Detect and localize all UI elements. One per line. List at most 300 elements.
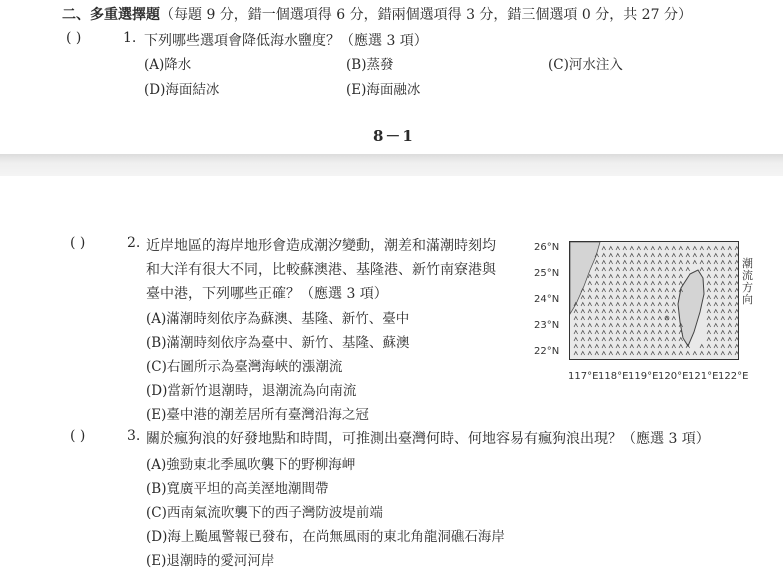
- current-arrow: [658, 261, 662, 265]
- current-arrow: [602, 310, 606, 314]
- lon-label: 117°E: [568, 371, 599, 382]
- current-arrow: [658, 324, 662, 328]
- current-arrow: [679, 254, 683, 258]
- current-arrow: [686, 261, 690, 265]
- current-arrow: [595, 261, 599, 265]
- current-arrow: [672, 352, 676, 356]
- current-arrow: [637, 268, 641, 272]
- current-arrow: [658, 254, 662, 258]
- current-arrow: [588, 296, 592, 300]
- q3-option-e[interactable]: (E)退潮時的愛河河岸: [146, 553, 275, 569]
- current-arrow: [707, 247, 711, 251]
- current-arrow: [693, 247, 697, 251]
- current-arrow: [602, 352, 606, 356]
- current-arrow: [693, 352, 697, 356]
- current-arrow: [707, 289, 711, 293]
- current-arrow: [721, 317, 725, 321]
- lat-label: 24°N: [534, 294, 560, 305]
- current-arrow: [707, 345, 711, 349]
- q1-text: 下列哪些選項會降低海水鹽度？（應選 3 項）: [144, 33, 428, 49]
- current-arrow: [651, 324, 655, 328]
- current-arrow: [637, 310, 641, 314]
- current-arrow: [644, 352, 648, 356]
- current-arrow: [672, 317, 676, 321]
- current-arrow: [595, 296, 599, 300]
- q2-number: 2.: [127, 235, 141, 251]
- current-arrow: [630, 261, 634, 265]
- current-arrow: [602, 324, 606, 328]
- current-arrow: [609, 247, 613, 251]
- lon-label: 122°E: [718, 371, 749, 382]
- current-arrow: [581, 345, 585, 349]
- q3-answer-paren[interactable]: ( ): [70, 428, 86, 444]
- current-arrow: [623, 331, 627, 335]
- current-arrow: [616, 352, 620, 356]
- map-frame: [569, 241, 739, 360]
- current-arrow: [714, 268, 718, 272]
- lon-label: 121°E: [688, 371, 719, 382]
- current-arrow: [588, 338, 592, 342]
- current-arrow: [644, 345, 648, 349]
- current-arrow: [700, 268, 704, 272]
- current-arrow: [595, 282, 599, 286]
- section-heading: 二、多重選擇題: [62, 7, 160, 23]
- current-arrow: [623, 289, 627, 293]
- current-arrow: [630, 324, 634, 328]
- current-arrow: [602, 303, 606, 307]
- current-arrow: [714, 352, 718, 356]
- current-arrow: [623, 268, 627, 272]
- current-arrow: [735, 338, 739, 342]
- current-arrow: [644, 275, 648, 279]
- current-arrow: [728, 331, 732, 335]
- current-arrow: [609, 352, 613, 356]
- current-arrow: [665, 296, 669, 300]
- current-arrow: [665, 275, 669, 279]
- lon-label: 119°E: [628, 371, 659, 382]
- current-arrow: [602, 338, 606, 342]
- current-arrow: [602, 289, 606, 293]
- current-arrow: [616, 261, 620, 265]
- current-arrow: [728, 296, 732, 300]
- current-arrow: [658, 303, 662, 307]
- current-arrow: [735, 282, 739, 286]
- current-arrow: [644, 254, 648, 258]
- current-arrow: [728, 345, 732, 349]
- current-arrow: [581, 317, 585, 321]
- tidal-current-map: [534, 238, 774, 398]
- current-arrow: [609, 324, 613, 328]
- current-arrow: [581, 352, 585, 356]
- map-svg: [570, 242, 739, 360]
- current-arrow: [707, 254, 711, 258]
- current-arrow: [658, 275, 662, 279]
- current-arrow: [672, 247, 676, 251]
- current-arrow: [602, 261, 606, 265]
- current-arrow: [735, 331, 739, 335]
- q3-option-d[interactable]: (D)海上颱風警報已發布，在尚無風雨的東北角龍洞礁石海岸: [146, 529, 505, 545]
- current-arrow: [693, 261, 697, 265]
- current-arrow: [679, 345, 683, 349]
- current-arrow: [672, 261, 676, 265]
- current-arrow: [609, 282, 613, 286]
- current-arrow: [588, 331, 592, 335]
- current-arrow: [672, 324, 676, 328]
- current-arrow: [672, 303, 676, 307]
- current-arrow: [658, 345, 662, 349]
- current-arrow: [595, 289, 599, 293]
- current-arrow: [707, 310, 711, 314]
- current-arrow: [637, 317, 641, 321]
- current-arrow: [581, 303, 585, 307]
- current-arrow: [623, 310, 627, 314]
- current-arrow: [728, 268, 732, 272]
- current-arrow: [735, 289, 739, 293]
- current-arrow: [574, 338, 578, 342]
- current-arrow: [728, 352, 732, 356]
- current-arrow: [707, 261, 711, 265]
- current-arrow: [714, 282, 718, 286]
- current-arrow: [735, 345, 739, 349]
- current-arrow: [602, 296, 606, 300]
- q3-number: 3.: [127, 428, 141, 444]
- current-arrow: [735, 275, 739, 279]
- current-arrow: [707, 338, 711, 342]
- current-arrow: [623, 352, 627, 356]
- current-arrow: [651, 331, 655, 335]
- current-arrow: [574, 324, 578, 328]
- current-arrow: [658, 268, 662, 272]
- current-arrow: [588, 352, 592, 356]
- current-arrow: [735, 247, 739, 251]
- current-arrow: [721, 303, 725, 307]
- q2-option-b[interactable]: (B)滿潮時刻依序為臺中、新竹、基隆、蘇澳: [146, 335, 410, 351]
- current-arrow: [728, 254, 732, 258]
- current-arrow: [651, 275, 655, 279]
- current-arrow: [721, 338, 725, 342]
- page-top: [0, 0, 783, 154]
- current-arrow: [630, 310, 634, 314]
- current-arrow: [665, 261, 669, 265]
- current-arrow: [714, 289, 718, 293]
- current-arrow: [630, 289, 634, 293]
- current-arrow: [672, 282, 676, 286]
- current-arrow: [630, 247, 634, 251]
- current-arrow: [616, 275, 620, 279]
- current-arrow: [630, 296, 634, 300]
- current-arrow: [623, 345, 627, 349]
- current-arrow: [609, 345, 613, 349]
- lon-label: 120°E: [658, 371, 689, 382]
- q2-text-line: 臺中港，下列哪些正確？（應選 3 項）: [146, 286, 388, 302]
- q3-text: 關於瘋狗浪的好發地點和時間，可推測出臺灣何時、何地容易有瘋狗浪出現？（應選 3 項）: [146, 431, 710, 447]
- current-arrow: [672, 331, 676, 335]
- current-arrow: [658, 310, 662, 314]
- current-arrow: [658, 296, 662, 300]
- current-arrow: [588, 317, 592, 321]
- current-arrow: [644, 247, 648, 251]
- current-arrow: [581, 310, 585, 314]
- current-arrow: [721, 352, 725, 356]
- current-arrow: [665, 282, 669, 286]
- current-arrow: [623, 303, 627, 307]
- current-arrow: [679, 268, 683, 272]
- current-arrow: [637, 247, 641, 251]
- current-arrow: [665, 254, 669, 258]
- current-arrow: [595, 345, 599, 349]
- current-arrow: [609, 261, 613, 265]
- current-arrow: [721, 268, 725, 272]
- current-arrow: [707, 275, 711, 279]
- current-arrow: [637, 282, 641, 286]
- q1-answer-paren[interactable]: ( ): [66, 30, 82, 46]
- current-arrow: [609, 289, 613, 293]
- current-arrow: [602, 268, 606, 272]
- current-arrow: [728, 261, 732, 265]
- current-arrow: [588, 282, 592, 286]
- current-arrow: [637, 275, 641, 279]
- q1-option-b[interactable]: (B)蒸發: [346, 57, 394, 73]
- current-arrow: [637, 331, 641, 335]
- current-arrow: [616, 282, 620, 286]
- current-direction-label: 潮流方向: [742, 257, 753, 306]
- current-arrow: [630, 331, 634, 335]
- current-arrow: [651, 345, 655, 349]
- current-arrow: [602, 345, 606, 349]
- current-arrow: [616, 310, 620, 314]
- q1-option-a[interactable]: (A)降水: [144, 57, 192, 73]
- current-arrow: [623, 275, 627, 279]
- q1-option-c[interactable]: (C)河水注入: [548, 57, 623, 73]
- current-arrow: [651, 296, 655, 300]
- q2-option-a[interactable]: (A)滿潮時刻依序為蘇澳、基隆、新竹、臺中: [146, 311, 410, 327]
- current-arrow: [665, 289, 669, 293]
- current-arrow: [707, 352, 711, 356]
- current-arrow: [616, 303, 620, 307]
- current-arrow: [644, 338, 648, 342]
- current-arrow: [700, 261, 704, 265]
- current-arrow: [679, 247, 683, 251]
- current-arrow: [602, 247, 606, 251]
- current-arrow: [623, 261, 627, 265]
- current-arrow: [651, 289, 655, 293]
- current-arrow: [609, 296, 613, 300]
- q2-option-d[interactable]: (D)當新竹退潮時，退潮流為向南流: [146, 383, 357, 399]
- current-arrow: [714, 310, 718, 314]
- current-arrow: [672, 345, 676, 349]
- current-arrow: [665, 324, 669, 328]
- q3-option-a[interactable]: (A)強勁東北季風吹襲下的野柳海岬: [146, 457, 356, 473]
- current-arrow: [637, 324, 641, 328]
- q3-option-c[interactable]: (C)西南氣流吹襲下的西子灣防波堤前端: [146, 505, 383, 521]
- current-arrow: [616, 331, 620, 335]
- current-arrow: [616, 324, 620, 328]
- current-arrow: [728, 338, 732, 342]
- current-arrow: [721, 331, 725, 335]
- current-arrow: [602, 331, 606, 335]
- current-arrow: [721, 289, 725, 293]
- current-arrow: [637, 345, 641, 349]
- current-arrow: [609, 317, 613, 321]
- current-arrow: [721, 296, 725, 300]
- lat-label: 26°N: [534, 242, 560, 253]
- current-arrow: [714, 261, 718, 265]
- q1-option-d[interactable]: (D)海面結冰: [144, 82, 220, 98]
- q2-answer-paren[interactable]: ( ): [70, 235, 86, 251]
- current-arrow: [602, 282, 606, 286]
- current-arrow: [623, 282, 627, 286]
- current-arrow: [637, 338, 641, 342]
- current-arrow: [665, 345, 669, 349]
- current-arrow: [665, 268, 669, 272]
- q2-option-c[interactable]: (C)右圖所示為臺灣海峽的漲潮流: [146, 359, 343, 375]
- current-arrow: [609, 310, 613, 314]
- current-arrow: [735, 254, 739, 258]
- current-arrow: [686, 247, 690, 251]
- lat-label: 25°N: [534, 268, 560, 279]
- current-arrow: [714, 317, 718, 321]
- current-arrow: [714, 254, 718, 258]
- current-arrow: [714, 338, 718, 342]
- current-arrow: [679, 338, 683, 342]
- q2-option-e[interactable]: (E)臺中港的潮差居所有臺灣沿海之冠: [146, 407, 369, 423]
- current-arrow: [651, 254, 655, 258]
- current-arrow: [672, 289, 676, 293]
- current-arrow: [609, 303, 613, 307]
- current-arrow: [672, 310, 676, 314]
- current-arrow: [616, 317, 620, 321]
- current-arrow: [721, 254, 725, 258]
- current-arrow: [651, 268, 655, 272]
- current-arrow: [679, 261, 683, 265]
- current-arrow: [595, 331, 599, 335]
- current-arrow: [707, 317, 711, 321]
- current-arrow: [602, 275, 606, 279]
- current-arrow: [658, 282, 662, 286]
- lat-label: 22°N: [534, 346, 560, 357]
- current-arrow: [616, 254, 620, 258]
- current-arrow: [623, 247, 627, 251]
- current-arrow: [651, 317, 655, 321]
- current-arrow: [658, 338, 662, 342]
- current-arrow: [707, 331, 711, 335]
- current-arrow: [672, 254, 676, 258]
- current-arrow: [630, 303, 634, 307]
- current-arrow: [721, 282, 725, 286]
- current-arrow: [602, 317, 606, 321]
- current-arrow: [595, 317, 599, 321]
- current-arrow: [728, 310, 732, 314]
- current-arrow: [609, 338, 613, 342]
- current-arrow: [679, 352, 683, 356]
- current-arrow: [588, 310, 592, 314]
- current-arrow: [714, 303, 718, 307]
- current-arrow: [651, 282, 655, 286]
- current-arrow: [609, 331, 613, 335]
- current-arrow: [721, 275, 725, 279]
- current-arrow: [630, 282, 634, 286]
- current-arrow: [728, 303, 732, 307]
- current-arrow: [728, 275, 732, 279]
- section-header: [62, 4, 692, 24]
- current-arrow: [630, 345, 634, 349]
- current-arrow: [714, 345, 718, 349]
- current-arrow: [644, 268, 648, 272]
- current-arrow: [714, 324, 718, 328]
- current-arrow: [707, 324, 711, 328]
- current-arrow: [686, 254, 690, 258]
- current-arrow: [595, 338, 599, 342]
- current-arrow: [616, 345, 620, 349]
- current-arrow: [686, 352, 690, 356]
- q1-number: 1.: [123, 30, 137, 46]
- current-arrow: [665, 352, 669, 356]
- current-arrow: [665, 310, 669, 314]
- page-bottom: [0, 176, 783, 574]
- current-arrow: [637, 289, 641, 293]
- current-arrow: [728, 247, 732, 251]
- current-arrow: [630, 317, 634, 321]
- current-arrow: [672, 275, 676, 279]
- current-arrow: [609, 268, 613, 272]
- current-arrow: [644, 289, 648, 293]
- current-arrow: [665, 331, 669, 335]
- current-arrow: [588, 303, 592, 307]
- current-arrow: [700, 254, 704, 258]
- current-arrow: [609, 254, 613, 258]
- current-arrow: [721, 261, 725, 265]
- q2-text-line: 近岸地區的海岸地形會造成潮汐變動，潮差和滿潮時刻均: [146, 238, 496, 254]
- current-arrow: [609, 275, 613, 279]
- q3-option-b[interactable]: (B)寬廣平坦的高美溼地潮間帶: [146, 481, 329, 497]
- current-arrow: [735, 268, 739, 272]
- current-arrow: [651, 247, 655, 251]
- current-arrow: [735, 352, 739, 356]
- current-arrow: [630, 275, 634, 279]
- section-rule: （每題 9 分，錯一個選項得 6 分，錯兩個選項得 3 分，錯三個選項 0 分，共 27 分）: [160, 7, 692, 23]
- current-arrow: [700, 247, 704, 251]
- current-arrow: [728, 289, 732, 293]
- current-arrow: [735, 261, 739, 265]
- current-arrow: [588, 324, 592, 328]
- current-arrow: [581, 296, 585, 300]
- current-arrow: [714, 247, 718, 251]
- current-arrow: [707, 296, 711, 300]
- current-arrow: [574, 331, 578, 335]
- current-arrow: [637, 254, 641, 258]
- current-arrow: [574, 345, 578, 349]
- current-arrow: [595, 310, 599, 314]
- current-arrow: [623, 338, 627, 342]
- current-arrow: [644, 296, 648, 300]
- mainland-landmass: [570, 242, 600, 314]
- current-arrow: [644, 331, 648, 335]
- current-arrow: [616, 268, 620, 272]
- current-arrow: [623, 296, 627, 300]
- current-arrow: [658, 352, 662, 356]
- current-arrow: [595, 275, 599, 279]
- taiwan-island: [678, 270, 704, 346]
- current-arrow: [595, 303, 599, 307]
- current-arrow: [637, 352, 641, 356]
- current-arrow: [735, 324, 739, 328]
- current-arrow: [623, 324, 627, 328]
- current-arrow: [644, 310, 648, 314]
- q1-option-e[interactable]: (E)海面融冰: [346, 82, 421, 98]
- current-arrow: [574, 317, 578, 321]
- current-arrow: [707, 282, 711, 286]
- current-arrow: [581, 331, 585, 335]
